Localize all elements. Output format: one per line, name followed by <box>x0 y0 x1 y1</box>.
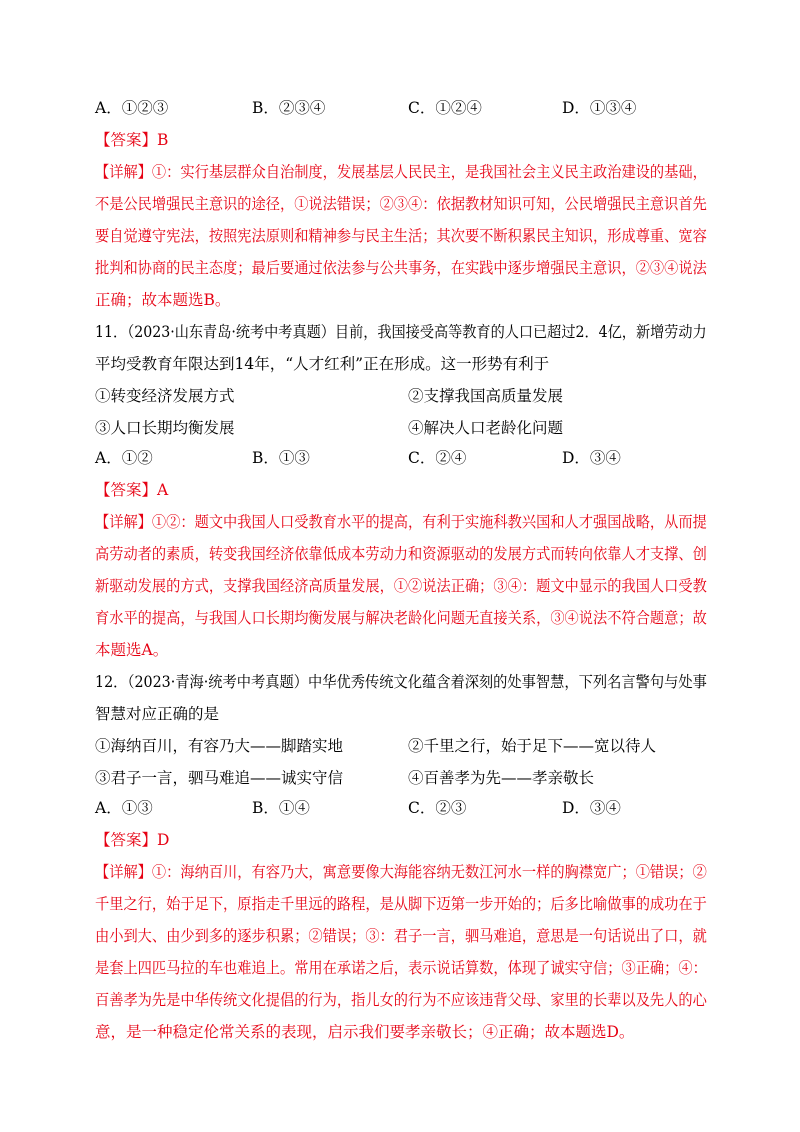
option-d: D．③④ <box>562 799 621 817</box>
q11-answer: 【答案】A <box>95 481 169 499</box>
detail-line: 批判和协商的民主态度；最后要通过依法参与公共事务，在实践中逐步增强民主意识，②③④说法 <box>95 259 707 277</box>
detail-line: 千里之行，始于足下，原指走千里远的路程，是从脚下迈第一步开始的；后多比喻做事的成功在于 <box>95 895 707 913</box>
statement-3: ③君子一言，驷马难追——诚实守信 <box>95 769 344 787</box>
statement-3: ③人口长期均衡发展 <box>95 419 235 437</box>
detail-line: 育水平的提高，与我国人口长期均衡发展与解决老龄化问题无直接关系，③④说法不符合题意；故 <box>95 609 707 627</box>
detail-line: 本题选A。 <box>95 641 169 659</box>
question-stem-line: 智慧对应正确的是 <box>95 705 220 723</box>
detail-line: 【详解】①②：题文中我国人口受教育水平的提高，有利于实施科教兴国和人才强国战略，从而提 <box>95 513 707 531</box>
option-b: B．②③④ <box>252 99 326 117</box>
question-stem-line: 11．（2023·山东青岛·统考中考真题）目前，我国接受高等教育的人口已超过2．4亿，新增劳动力 <box>95 323 707 341</box>
q12-answer: 【答案】D <box>95 831 170 849</box>
option-c: C．①②④ <box>408 99 482 117</box>
statement-2: ②支撑我国高质量发展 <box>408 387 564 405</box>
statement-1: ①转变经济发展方式 <box>95 387 235 405</box>
detail-line: 要自觉遵守宪法，按照宪法原则和精神参与民主生活；其次要不断积累民主知识，形成尊重、宽容 <box>95 227 707 245</box>
detail-line: 【详解】①：实行基层群众自治制度，发展基层人民民主，是我国社会主义民主政治建设的基础， <box>95 163 707 181</box>
option-a: A．①② <box>95 449 153 467</box>
detail-line: 新驱动发展的方式，支撑我国经济高质量发展，①②说法正确；③④：题文中显示的我国人口受教 <box>95 577 707 595</box>
option-a: A．①③ <box>95 799 153 817</box>
option-b: B．①④ <box>252 799 310 817</box>
detail-line: 正确；故本题选B。 <box>95 291 231 309</box>
question-stem-line: 平均受教育年限达到14年，“人才红利”正在形成。这一形势有利于 <box>95 355 550 373</box>
detail-line: 意，是一种稳定伦常关系的表现，启示我们要孝亲敬长；④正确；故本题选D。 <box>95 1023 635 1041</box>
detail-line: 【详解】①：海纳百川，有容乃大，寓意要像大海能容纳无数江河水一样的胸襟宽广；①错误；② <box>95 863 707 881</box>
statement-1: ①海纳百川，有容乃大——脚踏实地 <box>95 737 344 755</box>
statement-4: ④百善孝为先——孝亲敬长 <box>408 769 595 787</box>
detail-line: 是套上四匹马拉的车也难追上。常用在承诺之后，表示说话算数，体现了诚实守信；③正确；④： <box>95 959 707 977</box>
detail-line: 由小到大、由少到多的逐步积累；②错误；③：君子一言，驷马难追，意思是一句话说出了口，就 <box>95 927 707 945</box>
detail-line: 百善孝为先是中华传统文化提倡的行为，指儿女的行为不应该违背父母、家里的长辈以及先人的心 <box>95 991 707 1009</box>
option-d: D．①③④ <box>562 99 637 117</box>
q10-answer: 【答案】B <box>95 131 169 149</box>
option-c: C．②③ <box>408 799 467 817</box>
statement-2: ②千里之行，始于足下——宽以待人 <box>408 737 657 755</box>
option-a: A．①②③ <box>95 99 169 117</box>
statement-4: ④解决人口老龄化问题 <box>408 419 564 437</box>
option-c: C．②④ <box>408 449 467 467</box>
option-b: B．①③ <box>252 449 310 467</box>
option-d: D．③④ <box>562 449 621 467</box>
detail-line: 高劳动者的素质，转变我国经济依靠低成本劳动力和资源驱动的发展方式而转向依靠人才支撑、创 <box>95 545 707 563</box>
detail-line: 不是公民增强民主意识的途径，①说法错误；②③④：依据教材知识可知，公民增强民主意识首先 <box>95 195 707 213</box>
question-stem-line: 12．（2023·青海·统考中考真题）中华优秀传统文化蕴含着深刻的处事智慧，下列名言警句与处事 <box>95 673 707 691</box>
